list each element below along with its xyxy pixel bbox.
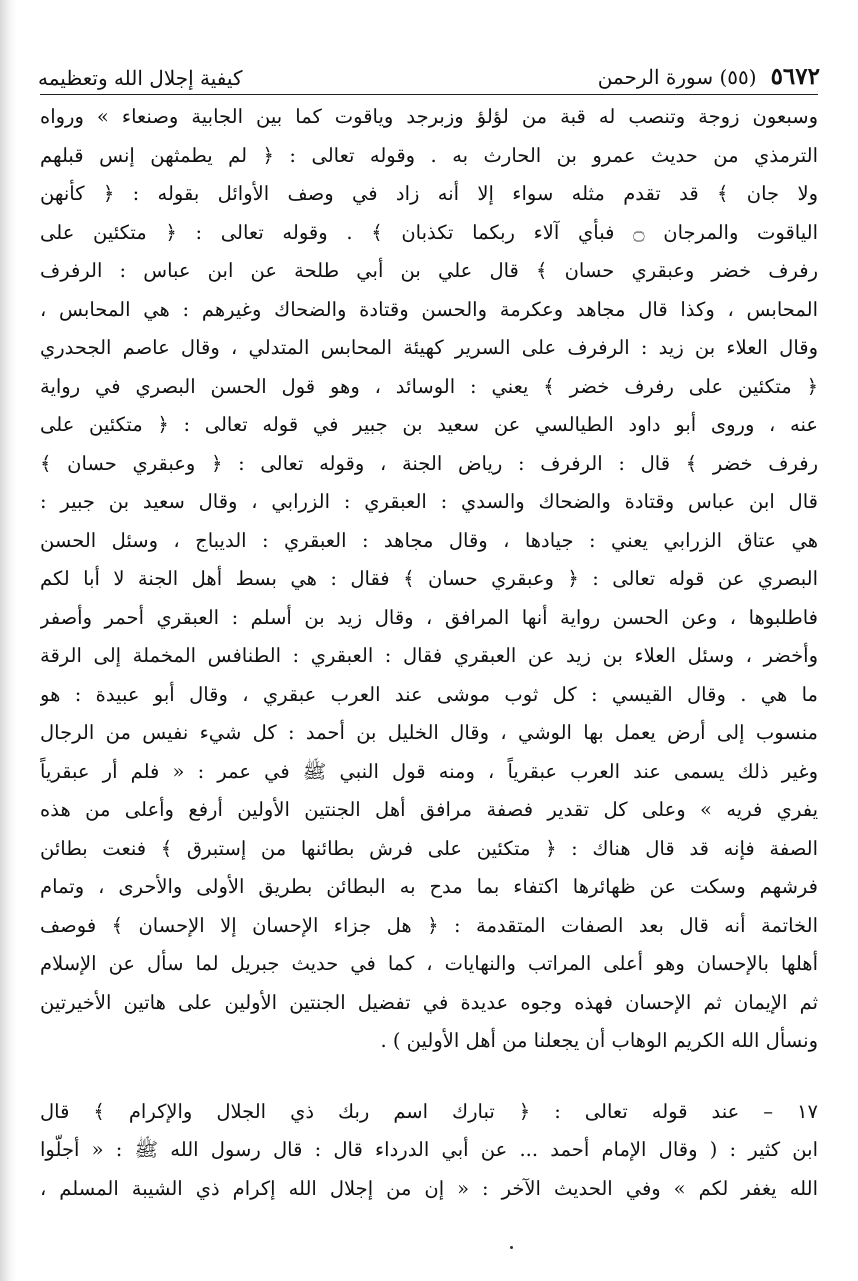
paragraph-gap — [40, 1061, 818, 1093]
text-line: الخاتمة أنه قال بعد الصفات المتقدمة : ﴿ هل جزاء الإحسان إلا الإحسان ﴾ فوصف — [40, 913, 818, 937]
page-binding-shadow — [0, 0, 16, 1281]
text-line: وسبعون زوجة وتنصب له قبة من لؤلؤ وزبرجد وياقوت كما بين الجابية وصنعاء » ورواه — [40, 105, 818, 128]
page-header — [38, 50, 820, 90]
text-line: الترمذي من حديث عمرو بن الحارث به . وقوله تعالى : ﴿ لم يطمثهن إنس قبلهم — [40, 143, 818, 167]
scan-speck — [510, 1246, 513, 1249]
text-line: ﴿ متكئين على رفرف خضر ﴾ يعني : الوسائد ، وهو قول الحسن البصري في رواية — [40, 374, 818, 398]
text-line: ما هي . وقال القيسي : كل ثوب موشى عند العرب عبقري ، وقال أبو عبيدة : هو — [40, 682, 818, 706]
header-rule — [40, 94, 818, 95]
text-line: فرشهم وسكت عن ظهائرها اكتفاء بما مدح به البطائن بطريق الأولى والأحرى ، وتمام — [40, 875, 818, 898]
text-line: هي عتاق الزرابي يعني : جيادها ، وقال مجاهد : العبقري : الديباج ، وسئل الحسن — [40, 528, 818, 552]
text-line: الله يغفر لكم » وفي الحديث الآخر : « إن من إجلال الله إكرام ذي الشيبة المسلم ، — [40, 1176, 818, 1200]
text-line: يفري فريه » وعلى كل تقدير فصفة مرافق أهل الجنتين الأولين أرفع وأعلى من هذه — [40, 798, 818, 821]
text-line: ونسأل الله الكريم الوهاب أن يجعلنا من أهل الأولين ) . — [380, 1029, 818, 1052]
main-text — [40, 98, 818, 1208]
text-line: ١٧ – عند قوله تعالى : ﴿ تبارك اسم ربك ذي الجلال والإكرام ﴾ قال — [40, 1099, 818, 1123]
section-title: كيفية إجلال الله وتعظيمه — [38, 66, 243, 90]
text-line: منسوب إلى أرض يعمل بها الوشي ، وقال الخليل بن أحمد : كل شيء نفيس من الرجال — [40, 721, 818, 744]
text-line: ثم الإيمان ثم الإحسان فهذه وجوه عديدة في تفضيل الجنتين الأولين على هاتين الأخيرتين — [40, 990, 818, 1014]
sura-title: (٥٥) سورة الرحمن — [597, 65, 757, 89]
text-line: رفرف خضر ﴾ قال : الرفرف : رياض الجنة ، وقوله تعالى : ﴿ وعبقري حسان ﴾ — [40, 451, 818, 475]
text-line: وقال العلاء بن زيد : الرفرف على السرير كهيئة المحابس المتدلي ، وقال عاصم الجحدري — [40, 336, 818, 359]
text-line: ابن كثير : ( وقال الإمام أحمد ... عن أبي الدرداء قال : قال رسول الله ﷺ : « أجلّوا — [40, 1138, 818, 1161]
page-number: ٥٦٧٢ — [770, 63, 820, 90]
text-line: وأخضر ، وسئل العلاء بن زيد عن العبقري فقال : العبقري : الطنافس المخملة إلى الرقة — [40, 644, 818, 667]
text-line: البصري عن قوله تعالى : ﴿ وعبقري حسان ﴾ فقال : هي بسط أهل الجنة لا أبا لكم — [40, 567, 818, 590]
text-line: الصفة فإنه قد قال هناك : ﴿ متكئين على فرش بطائنها من إستبرق ﴾ فنعت بطائن — [40, 836, 818, 860]
text-line: فاطلبوها ، وعن الحسن رواية أنها المرافق ، وقال زيد بن أسلم : العبقري أحمر وأصفر — [40, 605, 818, 629]
text-line: قال ابن عباس وقتادة والضحاك والسدي : العبقري : الزرابي ، وقال سعيد بن جبير : — [40, 490, 818, 513]
text-line: المحابس ، وكذا قال مجاهد وعكرمة والحسن وقتادة والضحاك وغيرهم : هي المحابس ، — [40, 297, 818, 321]
text-line: ولا جان ﴾ قد تقدم مثله سواء إلا أنه زاد في وصف الأوائل بقوله : ﴿ كأنهن — [40, 182, 818, 205]
text-line: رفرف خضر وعبقري حسان ﴾ قال علي بن أبي طلحة عن ابن عباس : الرفرف — [40, 259, 818, 282]
text-line: عنه ، وروى أبو داود الطيالسي عن سعيد بن جبير في قوله تعالى : ﴿ متكئين على — [40, 413, 818, 436]
header-right — [598, 63, 820, 90]
text-line: وغير ذلك يسمى عند العرب عبقرياً ، ومنه قول النبي ﷺ في عمر : « فلم أر عبقرياً — [40, 759, 818, 783]
text-line: أهلها بالإحسان وهو أعلى المراتب والنهايات ، كما في حديث جبريل لما سأل عن الإسلام — [40, 952, 818, 975]
text-line: الياقوت والمرجان ۝ فبأي آلاء ربكما تكذبان ﴾ . وقوله تعالى : ﴿ متكئين على — [40, 220, 818, 244]
